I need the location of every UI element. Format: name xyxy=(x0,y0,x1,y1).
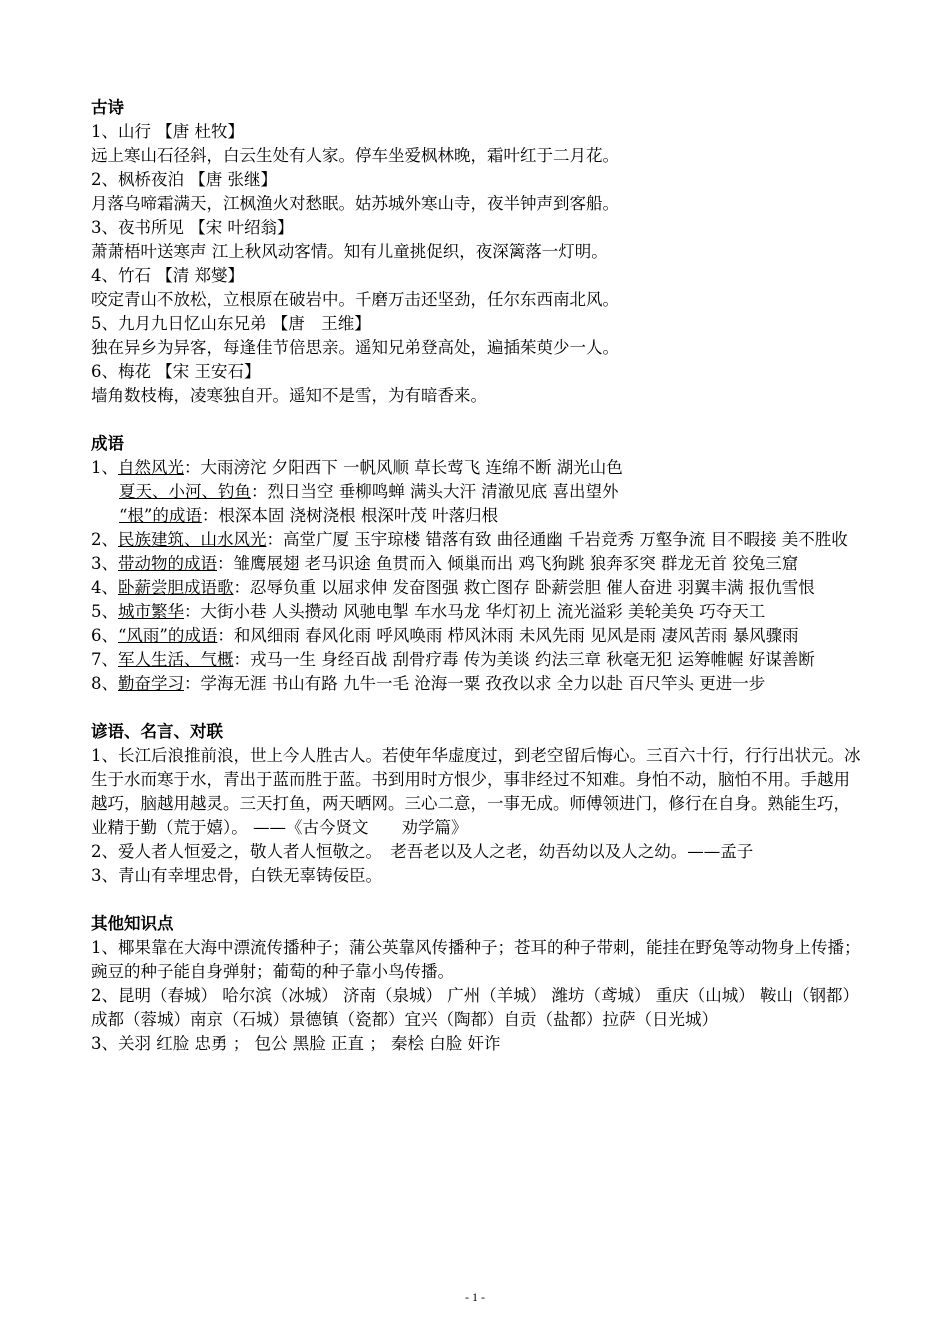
poem-title: 2、枫桥夜泊 【唐 张继】 xyxy=(91,170,277,189)
idiom-category: 带动物的成语 xyxy=(118,554,217,573)
idiom-item xyxy=(91,576,863,600)
poem-title: 5、九月九日忆山东兄弟 【唐 王维】 xyxy=(91,314,371,333)
poem-title: 4、竹石 【清 郑燮】 xyxy=(91,266,244,285)
poem-text: 独在异乡为异客，每逢佳节倍思亲。遥知兄弟登高处，遍插茱萸少一人。 xyxy=(91,338,619,357)
page-number: - 1 - xyxy=(465,1290,485,1304)
idiom-item xyxy=(91,480,863,504)
poem-title: 1、山行 【唐 杜牧】 xyxy=(91,122,244,141)
poem-title: 6、梅花 【宋 王安石】 xyxy=(91,362,261,381)
document-page xyxy=(91,96,863,1056)
idiom-item xyxy=(91,672,863,696)
idiom-item xyxy=(91,504,863,528)
idiom-number: 8、 xyxy=(91,674,118,693)
idiom-category: 军人生活、气概 xyxy=(118,650,234,669)
idiom-item xyxy=(91,624,863,648)
idiom-category: 夏天、小河、钓鱼 xyxy=(119,482,251,501)
idiom-number: 3、 xyxy=(91,554,118,573)
idiom-item xyxy=(91,528,863,552)
idiom-list-text: ：大街小巷 人头攒动 风驰电掣 车水马龙 华灯初上 流光溢彩 美轮美奂 巧夺天工 xyxy=(184,602,766,621)
poem-text: 咬定青山不放松，立根原在破岩中。千磨万击还坚劲，任尔东西南北风。 xyxy=(91,290,619,309)
idiom-list-text: ：雏鹰展翅 老马识途 鱼贯而入 倾巢而出 鸡飞狗跳 狼奔豕突 群龙无首 狡兔三窟 xyxy=(217,554,799,573)
idiom-category: 勤奋学习 xyxy=(118,674,184,693)
idiom-category: 民族建筑、山水风光 xyxy=(118,530,267,549)
idioms-heading: 成语 xyxy=(91,434,124,453)
others-list xyxy=(91,936,863,1056)
knowledge-item: 1、椰果靠在大海中漂流传播种子；蒲公英靠风传播种子；苍耳的种子带刺，能挂在野兔等动物身上传播；豌豆的种子能自身弹射；葡萄的种子靠小鸟传播。 xyxy=(91,938,861,981)
proverb-item: 2、爱人者人恒爱之，敬人者人恒敬之。 老吾老以及人之老，幼吾幼以及人之幼。——孟子 xyxy=(91,842,754,861)
poem-text: 月落乌啼霜满天，江枫渔火对愁眠。姑苏城外寒山寺，夜半钟声到客船。 xyxy=(91,194,619,213)
idiom-category: “根”的成语 xyxy=(119,506,202,525)
proverbs-heading: 谚语、名言、对联 xyxy=(91,722,223,741)
idiom-item xyxy=(91,648,863,672)
proverb-item: 3、青山有幸埋忠骨，白铁无辜铸佞臣。 xyxy=(91,866,382,885)
poems-heading: 古诗 xyxy=(91,98,124,117)
idiom-list-text: ：戎马一生 身经百战 刮骨疗毒 传为美谈 约法三章 秋毫无犯 运筹帷幄 好谋善断 xyxy=(233,650,815,669)
idiom-category: 自然风光 xyxy=(118,458,184,477)
idiom-number: 1、 xyxy=(91,458,118,477)
poem-text: 远上寒山石径斜，白云生处有人家。停车坐爱枫林晚，霜叶红于二月花。 xyxy=(91,146,619,165)
knowledge-item: 3、关羽 红脸 忠勇 ； 包公 黑脸 正直 ； 秦桧 白脸 奸诈 xyxy=(91,1034,501,1053)
poem-text: 墙角数枝梅，凌寒独自开。遥知不是雪，为有暗香来。 xyxy=(91,386,487,405)
idiom-list-text: ：根深本固 浇树浇根 根深叶茂 叶落归根 xyxy=(201,506,499,525)
idiom-category: “风雨”的成语 xyxy=(118,626,218,645)
idiom-list-text: ：大雨滂沱 夕阳西下 一帆风顺 草长莺飞 连绵不断 湖光山色 xyxy=(184,458,623,477)
idiom-number: 2、 xyxy=(91,530,118,549)
knowledge-item: 2、昆明（春城） 哈尔滨（冰城） 济南（泉城） 广州（羊城） 潍坊（鸢城） 重庆（山城） 鞍山（钢都）成都（蓉城）南京（石城）景德镇（瓷都）宜兴（陶都）自贡（盐都）拉萨（日光城） xyxy=(91,986,859,1029)
idiom-category: 城市繁华 xyxy=(118,602,184,621)
others-heading: 其他知识点 xyxy=(91,914,174,933)
idiom-list-text: ：忍辱负重 以屈求伸 发奋图强 救亡图存 卧薪尝胆 催人奋进 羽翼丰满 报仇雪恨 xyxy=(233,578,815,597)
idiom-number: 6、 xyxy=(91,626,118,645)
poems-list xyxy=(91,120,863,408)
idiom-item xyxy=(91,456,863,480)
idiom-list-text: ：和风细雨 春风化雨 呼风唤雨 栉风沐雨 未风先雨 见风是雨 凄风苦雨 暴风骤雨 xyxy=(217,626,799,645)
idiom-item xyxy=(91,552,863,576)
idiom-item xyxy=(91,600,863,624)
proverbs-list xyxy=(91,744,863,888)
idiom-list-text: ：烈日当空 垂柳鸣蝉 满头大汗 清澈见底 喜出望外 xyxy=(251,482,619,501)
poem-title: 3、夜书所见 【宋 叶绍翁】 xyxy=(91,218,294,237)
idioms-list xyxy=(91,456,863,696)
idiom-category: 卧薪尝胆成语歌 xyxy=(118,578,234,597)
idiom-list-text: ：高堂广厦 玉宇琼楼 错落有致 曲径通幽 千岩竞秀 万壑争流 目不暇接 美不胜收 xyxy=(266,530,848,549)
idiom-list-text: ：学海无涯 书山有路 九牛一毛 沧海一粟 孜孜以求 全力以赴 百尺竿头 更进一步 xyxy=(184,674,766,693)
idiom-number: 5、 xyxy=(91,602,118,621)
proverb-item: 1、长江后浪推前浪，世上今人胜古人。若使年华虚度过，到老空留后悔心。三百六十行，行行出状元。冰生于水而寒于水，青出于蓝而胜于蓝。书到用时方恨少，事非经过不知难。身怕不动，脑怕不用。手越用越巧，脑越用越灵。三天打鱼，两天晒网。三心二意，一事无成。师傅领进门，修行在自身。熟能生巧，业精于勤（荒于嬉）。 ——《古今贤文 劝学篇》 xyxy=(91,746,861,837)
idiom-number: 7、 xyxy=(91,650,118,669)
idiom-number: 4、 xyxy=(91,578,118,597)
poem-text: 萧萧梧叶送寒声 江上秋风动客情。知有儿童挑促织，夜深篱落一灯明。 xyxy=(91,242,608,261)
